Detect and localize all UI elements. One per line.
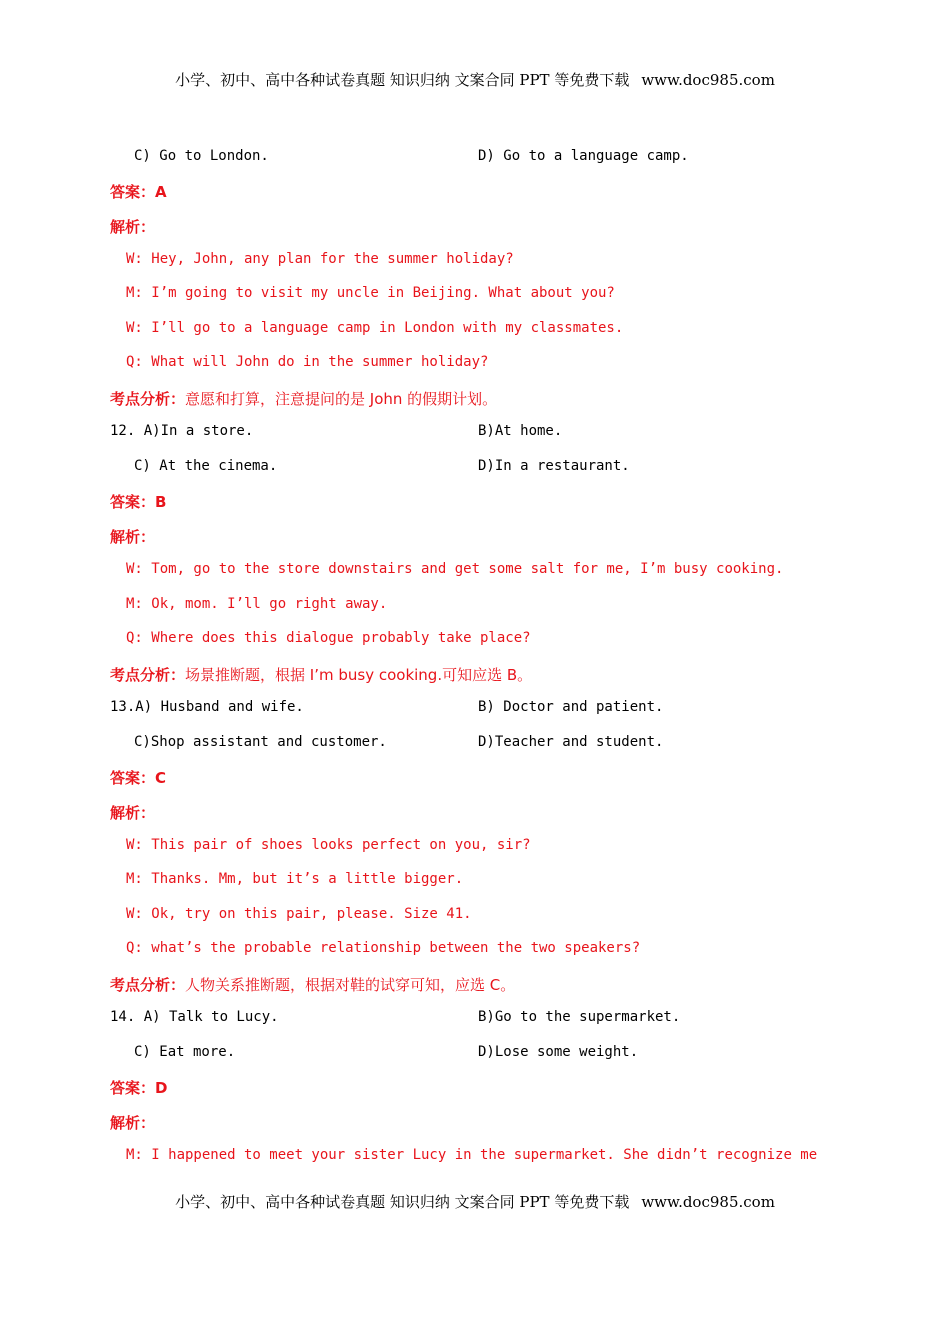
page-footer (0, 1191, 950, 1212)
q14-option-c: C) Eat more. (134, 1044, 236, 1060)
q14-option-b: B)Go to the supermarket. (478, 1009, 681, 1025)
q11-answer (110, 181, 167, 202)
q12-option-c: C) At the cinema. (134, 458, 278, 474)
q14-analysis-label: 解析： (110, 1114, 156, 1132)
q14-dialogue-line: M: I happened to meet your sister Lucy in the supermarket. She didn’t recognize me (126, 1147, 818, 1163)
footer-site: www.doc985.com (641, 1193, 775, 1211)
q13-option-d: D)Teacher and student. (478, 734, 664, 750)
q12-option-b: B)At home. (478, 423, 563, 439)
q11-option-c: C) Go to London. (134, 148, 269, 164)
q13-dialogue-line: W: This pair of shoes looks perfect on you, sir? (126, 837, 531, 853)
q13-dialogue-line: W: Ok, try on this pair, please. Size 41. (126, 906, 472, 922)
answer-value: A (155, 183, 167, 201)
q11-dialogue-line: M: I’m going to visit my uncle in Beijing. What about you? (126, 285, 615, 301)
q12-point-analysis: 考点分析：场景推断题，根据 I’m busy cooking.可知应选 B。 (110, 666, 533, 684)
q13-analysis-label: 解析： (110, 804, 156, 822)
q12-analysis-label: 解析： (110, 528, 156, 546)
q12-option-d: D)In a restaurant. (478, 458, 630, 474)
page-header (0, 69, 950, 90)
q14-option-a: 14. A) Talk to Lucy. (110, 1009, 279, 1025)
q11-dialogue-line: W: Hey, John, any plan for the summer holiday? (126, 251, 514, 267)
q11-dialogue-line: W: I’ll go to a language camp in London with my classmates. (126, 320, 624, 336)
q13-point-analysis: 考点分析：人物关系推断题，根据对鞋的试穿可知，应选 C。 (110, 976, 516, 994)
q13-dialogue-line: M: Thanks. Mm, but it’s a little bigger. (126, 871, 464, 887)
q11-dialogue-line: Q: What will John do in the summer holiday? (126, 354, 489, 370)
q12-answer: 答案：B (110, 493, 167, 511)
q11-option-d: D) Go to a language camp. (478, 148, 689, 164)
q13-option-b: B) Doctor and patient. (478, 699, 664, 715)
q12-option-a: 12. A)In a store. (110, 423, 254, 439)
q12-dialogue-line: Q: Where does this dialogue probably take place? (126, 630, 531, 646)
q13-option-a: 13.A) Husband and wife. (110, 699, 304, 715)
q11-analysis-label: 解析： (110, 218, 156, 236)
q14-option-d: D)Lose some weight. (478, 1044, 639, 1060)
q13-dialogue-line: Q: what’s the probable relationship between the two speakers? (126, 940, 641, 956)
footer-text: 小学、初中、高中各种试卷真题 知识归纳 文案合同 PPT 等免费下载 (175, 1193, 630, 1211)
q13-option-c: C)Shop assistant and customer. (134, 734, 387, 750)
q11-point-analysis: 考点分析：意愿和打算，注意提问的是 John 的假期计划。 (110, 390, 498, 408)
q12-dialogue-line: M: Ok, mom. I’ll go right away. (126, 596, 388, 612)
header-site: www.doc985.com (641, 71, 775, 89)
answer-label: 答案： (110, 183, 156, 201)
q13-answer: 答案：C (110, 769, 167, 787)
q14-answer: 答案：D (110, 1079, 168, 1097)
q12-dialogue-line: W: Tom, go to the store downstairs and get some salt for me, I’m busy cooking. (126, 561, 784, 577)
header-text: 小学、初中、高中各种试卷真题 知识归纳 文案合同 PPT 等免费下载 (175, 71, 630, 89)
